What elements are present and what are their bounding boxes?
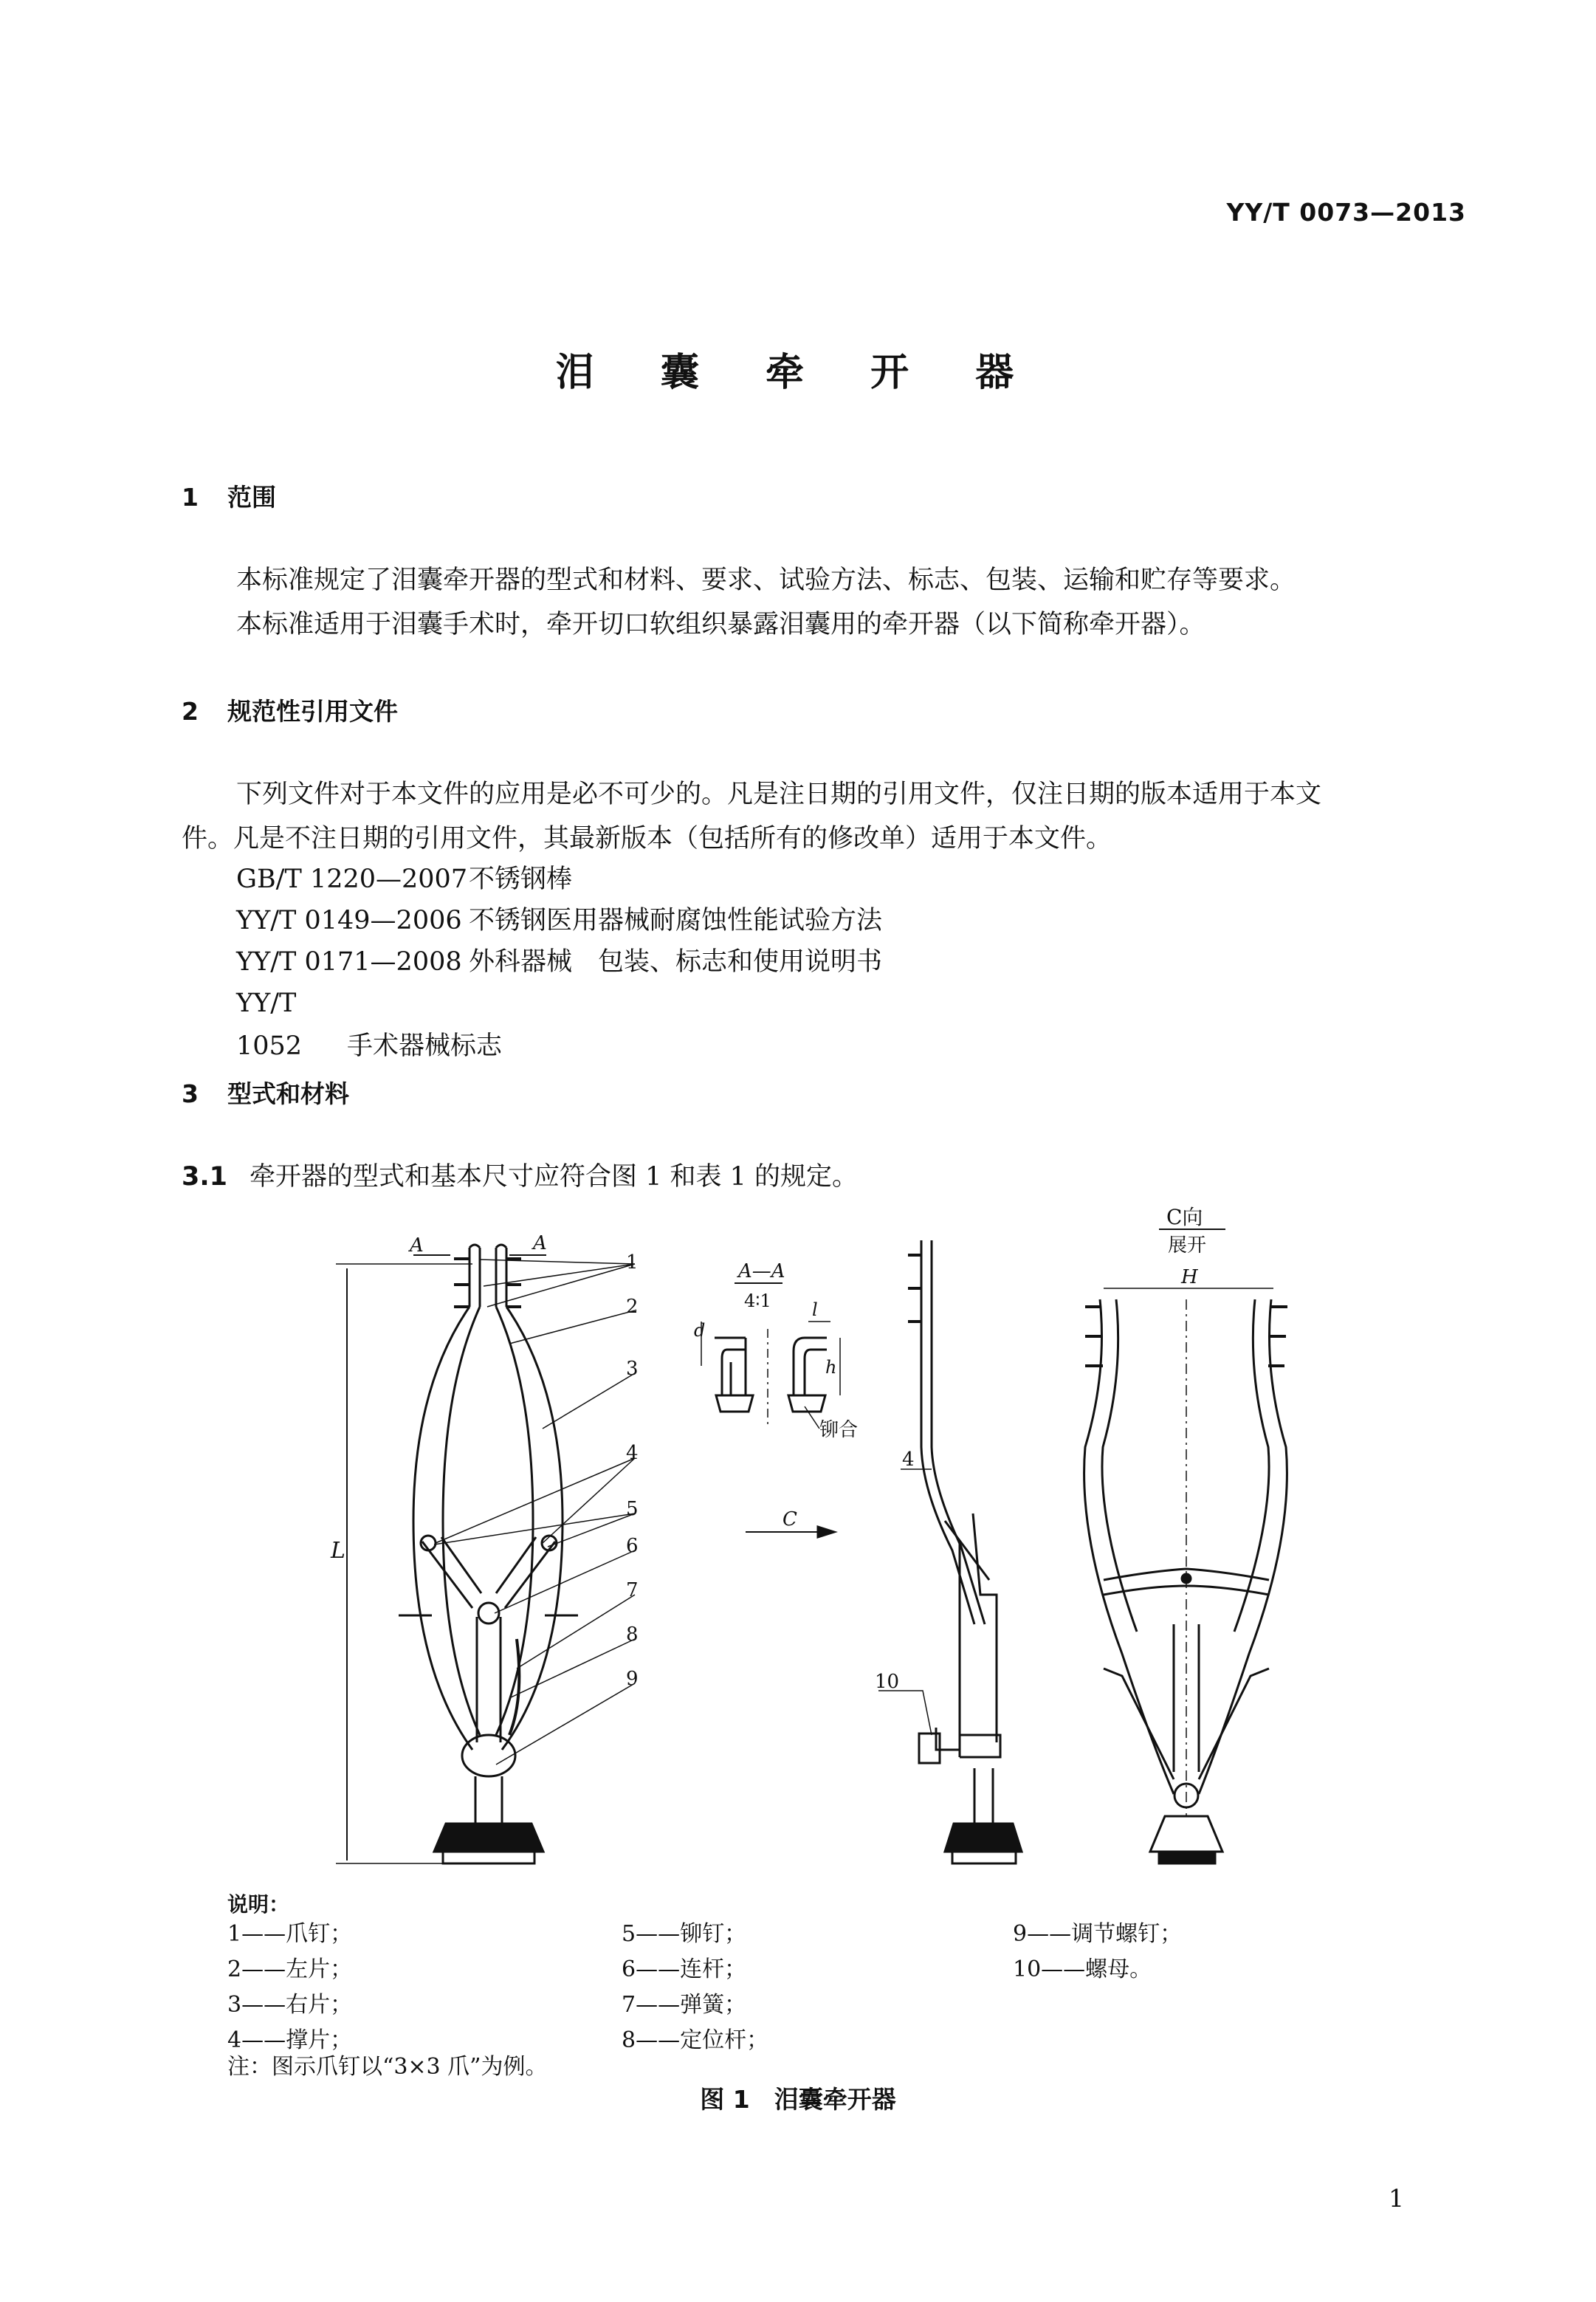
legend-item: 1——爪钉； bbox=[227, 1921, 353, 1947]
dim-H-label: H bbox=[1181, 1266, 1198, 1288]
c-view-unfolded bbox=[1084, 1205, 1287, 1863]
callout-10: 10 bbox=[875, 1671, 900, 1693]
callout-8: 8 bbox=[626, 1624, 639, 1646]
legend-column-1 bbox=[227, 1917, 352, 2058]
reference-name: 外科器械 包装、标志和使用说明书 bbox=[469, 947, 883, 977]
legend-item: 4——撑片； bbox=[227, 2027, 353, 2053]
reference-name: 不锈钢棒 bbox=[469, 865, 573, 894]
cut-label-a-left: A bbox=[410, 1234, 424, 1257]
reference-name: 手术器械标志 bbox=[347, 1031, 503, 1061]
callout-5: 5 bbox=[626, 1498, 639, 1520]
callout-4-side: 4 bbox=[902, 1449, 915, 1471]
dim-L-label: L bbox=[331, 1538, 345, 1564]
callout-4: 4 bbox=[626, 1442, 639, 1464]
callout-6: 6 bbox=[626, 1535, 639, 1557]
paragraph: 件。凡是不注日期的引用文件，其最新版本（包括所有的修改单）适用于本文件。 bbox=[182, 824, 1112, 853]
section-number: 3 bbox=[182, 1079, 199, 1108]
paragraph: 本标准适用于泪囊手术时，牵开切口软组织暴露泪囊用的牵开器（以下简称牵开器）。 bbox=[236, 610, 1205, 639]
clause-text: 牵开器的型式和基本尺寸应符合图 1 和表 1 的规定。 bbox=[250, 1162, 859, 1192]
legend-item: 7——弹簧； bbox=[622, 1992, 747, 2018]
callout-7: 7 bbox=[626, 1579, 639, 1601]
legend-item: 3——右片； bbox=[227, 1992, 353, 2018]
view-arrow-c bbox=[746, 1508, 834, 1537]
page-number: 1 bbox=[1389, 2184, 1404, 2213]
dim-l-label: l bbox=[812, 1299, 818, 1320]
section-label: A—A bbox=[738, 1260, 785, 1282]
legend-title: 说明： bbox=[227, 1892, 290, 1917]
figure-1-drawing bbox=[0, 1196, 1596, 1890]
legend-item: 6——连杆； bbox=[622, 1956, 747, 1982]
paragraph: 本标准规定了泪囊牵开器的型式和材料、要求、试验方法、标志、包装、运输和贮存等要求。 bbox=[236, 566, 1296, 595]
standard-code: YY/T 0073—2013 bbox=[1226, 198, 1466, 227]
reference-item bbox=[236, 858, 572, 901]
cut-label-a-right: A bbox=[533, 1232, 547, 1254]
side-view bbox=[875, 1240, 1022, 1863]
reference-code: YY/T 0171—2008 bbox=[236, 947, 462, 977]
reference-item bbox=[236, 982, 502, 1068]
legend-item: 9——调节螺钉； bbox=[1013, 1921, 1183, 1947]
document-title: 泪 囊 牵 开 器 bbox=[555, 351, 1041, 395]
section-title: 范围 bbox=[227, 483, 276, 512]
c-view-label: C向 bbox=[1166, 1205, 1203, 1229]
reference-code: GB/T 1220—2007 bbox=[236, 865, 468, 894]
legend-item: 10——螺母。 bbox=[1013, 1956, 1152, 1982]
dim-d-label: d bbox=[694, 1320, 706, 1341]
figure-note: 注：图示爪钉以“3×3 爪”为例。 bbox=[227, 2054, 548, 2080]
dim-h-label: h bbox=[825, 1357, 837, 1378]
figure-caption: 图 1 泪囊牵开器 bbox=[700, 2085, 896, 2114]
section-a-a-detail bbox=[694, 1260, 858, 1441]
legend-column-2 bbox=[622, 1917, 768, 2058]
clause-3-1 bbox=[182, 1155, 1451, 1199]
section-title: 型式和材料 bbox=[227, 1079, 349, 1108]
reference-code: YY/T 0149—2006 bbox=[236, 906, 462, 935]
rivet-joint-label: 铆合 bbox=[819, 1419, 859, 1441]
reference-name: 不锈钢医用器械耐腐蚀性能试验方法 bbox=[469, 906, 883, 935]
legend-item: 5——铆钉； bbox=[622, 1921, 747, 1947]
section-number: 1 bbox=[182, 483, 199, 512]
paragraph: 下列文件对于本文件的应用是必不可少的。凡是注日期的引用文件，仅注日期的版本适用于本文 bbox=[236, 780, 1322, 809]
section-title: 规范性引用文件 bbox=[227, 697, 398, 726]
callout-3: 3 bbox=[626, 1358, 639, 1380]
section-2-heading bbox=[182, 693, 398, 727]
front-view bbox=[330, 1232, 639, 1863]
callout-1: 1 bbox=[626, 1251, 639, 1274]
callout-9: 9 bbox=[626, 1668, 639, 1690]
reference-item bbox=[236, 941, 882, 983]
reference-item bbox=[236, 899, 882, 942]
legend-item: 2——左片； bbox=[227, 1956, 353, 1982]
scale-label: 4∶1 bbox=[744, 1291, 771, 1311]
reference-code: YY/T 1052 bbox=[236, 989, 303, 1061]
section-1-heading bbox=[182, 478, 276, 513]
arrow-c-label: C bbox=[782, 1508, 797, 1530]
callout-2: 2 bbox=[626, 1296, 639, 1318]
section-3-heading bbox=[182, 1075, 349, 1110]
legend-column-3 bbox=[1013, 1917, 1182, 1987]
section-number: 2 bbox=[182, 697, 199, 726]
clause-number: 3.1 bbox=[182, 1162, 228, 1192]
unfold-label: 展开 bbox=[1168, 1234, 1207, 1257]
legend-item: 8——定位杆； bbox=[622, 2027, 769, 2053]
